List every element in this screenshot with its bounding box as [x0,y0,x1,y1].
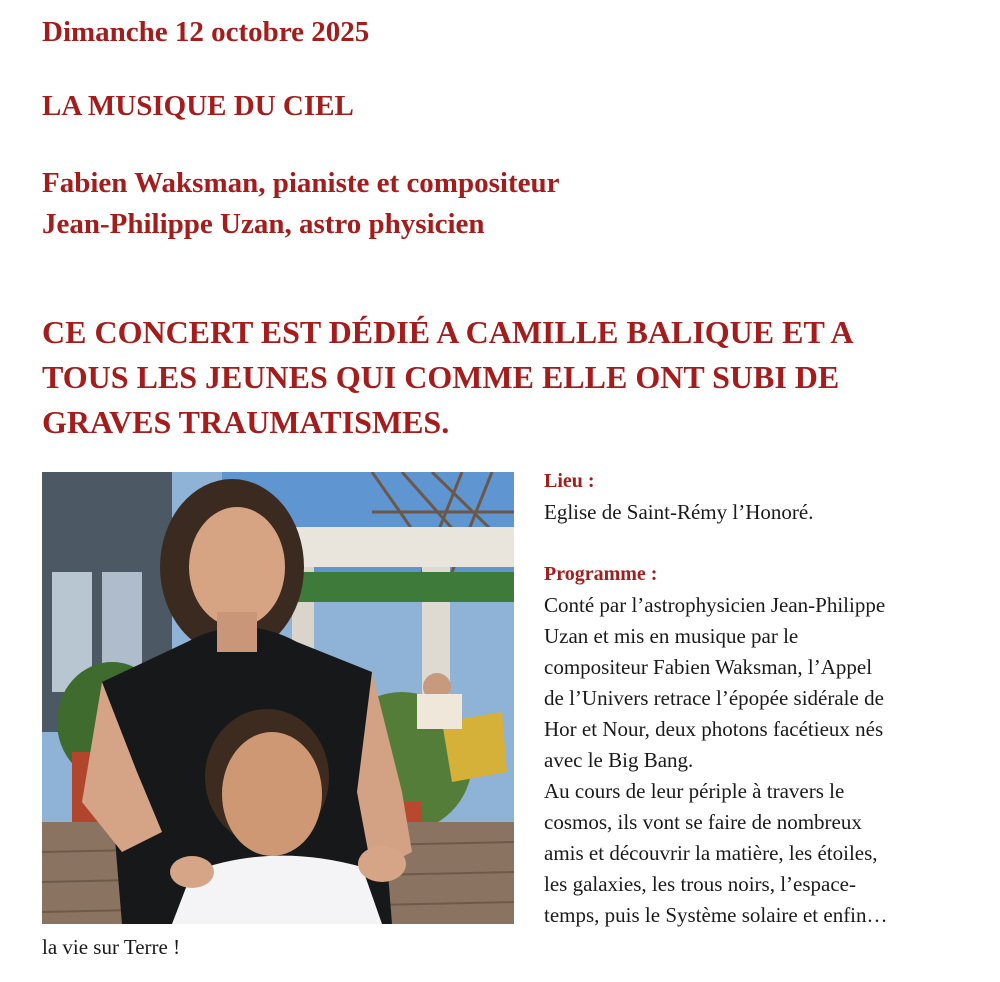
programme-last-line: la vie sur Terre ! [42,935,181,959]
dedication-line: TOUS LES JEUNES QUI COMME ELLE ONT SUBI DE [42,359,840,395]
photo-illustration [42,472,514,924]
dedication [42,310,982,445]
artists-photo [42,472,514,924]
programme-line: Au cours de leur périple à travers le [544,779,845,803]
event-title: LA MUSIQUE DU CIEL [42,90,354,122]
programme-line: compositeur Fabien Waksman, l’Appel [544,655,873,679]
event-info [544,466,984,931]
programme-line: Conté par l’astrophysicien Jean-Philippe [544,593,886,617]
programme-line: de l’Univers retrace l’épopée sidérale de [544,686,884,710]
event-date: Dimanche 12 octobre 2025 [42,16,370,48]
programme-line: Uzan et mis en musique par le [544,624,799,648]
programme-line: temps, puis le Système solaire et enfin… [544,903,888,927]
dedication-line: CE CONCERT EST DÉDIÉ A CAMILLE BALIQUE ET A [42,314,854,350]
dedication-line: GRAVES TRAUMATISMES. [42,404,450,440]
artist-pianist: Fabien Waksman, pianiste et compositeur [42,167,560,199]
programme-label: Programme : [544,563,658,585]
programme-line: cosmos, ils vont se faire de nombreux [544,810,862,834]
programme-line: avec le Big Bang. [544,748,694,772]
venue-value: Eglise de Saint-Rémy l’Honoré. [544,500,814,524]
artist-astrophysicist: Jean-Philippe Uzan, astro physicien [42,208,485,240]
programme-line: amis et découvrir la matière, les étoiles, [544,841,878,865]
programme-line: les galaxies, les trous noirs, l’espace- [544,872,856,896]
programme-line: Hor et Nour, deux photons facétieux nés [544,717,884,741]
venue-label: Lieu : [544,470,595,492]
